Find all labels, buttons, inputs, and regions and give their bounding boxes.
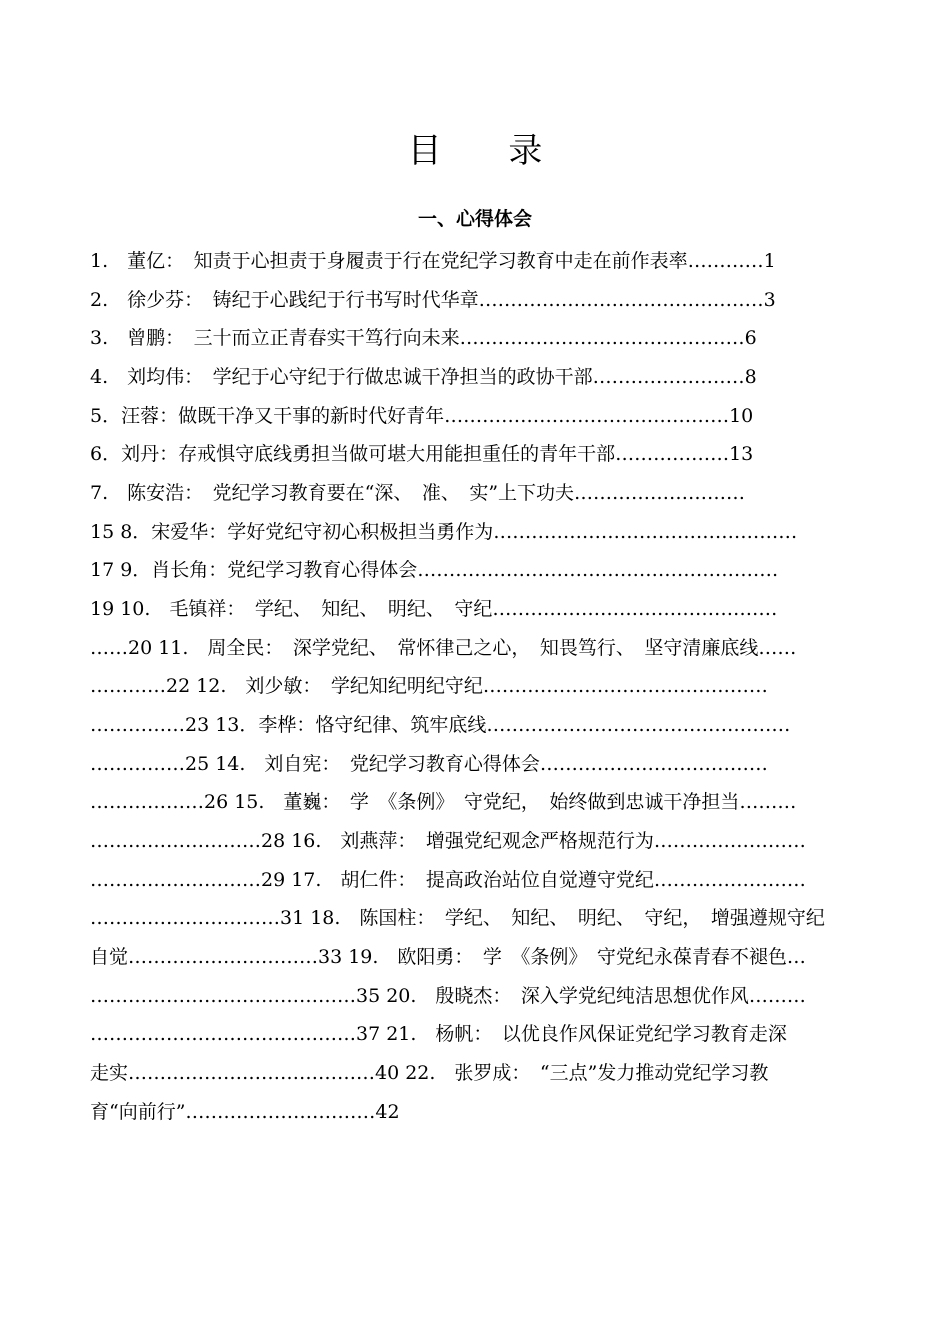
toc-line: 5．汪蓉：做既干净又干事的新时代好青年………………………………………10	[90, 405, 754, 427]
toc-line: 15 8．宋爱华：学好党纪守初心积极担当勇作为…………………………………………	[90, 521, 798, 543]
toc-line: 7. 陈安浩： 党纪学习教育要在“深、 准、 实”上下功夫………………………	[90, 482, 746, 504]
toc-line: 自觉…………………………33 19. 欧阳勇： 学 《条例》 守党纪永葆青春不褪色…	[90, 946, 806, 968]
toc-line: 2. 徐少芬： 铸纪于心践纪于行书写时代华章………………………………………3	[90, 289, 776, 311]
toc-line: ………………………28 16. 刘燕萍： 增强党纪观念严格规范行为……………………	[90, 830, 806, 852]
toc-line: 育“向前行”…………………………42	[90, 1101, 400, 1123]
toc-line: ……20 11. 周全民： 深学党纪、 常怀律己之心， 知畏笃行、 坚守清廉底线……	[90, 637, 797, 659]
toc-line: 1. 董亿： 知责于心担责于身履责于行在党纪学习教育中走在前作表率…………1	[90, 250, 776, 272]
toc-line: 6．刘丹：存戒惧守底线勇担当做可堪大用能担重任的青年干部………………13	[90, 443, 754, 465]
toc-line: 4. 刘均伟： 学纪于心守纪于行做忠诚干净担当的政协干部……………………8	[90, 366, 757, 388]
toc-line: 17 9．肖长角：党纪学习教育心得体会…………………………………………………	[90, 559, 779, 581]
page-title: 目 录	[407, 131, 571, 171]
toc-line: ……………25 14. 刘自宪： 党纪学习教育心得体会………………………………	[90, 753, 768, 775]
toc-line: ……………23 13．李桦：恪守纪律、筑牢底线…………………………………………	[90, 714, 791, 736]
toc-line: ……………………………………37 21. 杨帆： 以优良作风保证党纪学习教育走深	[90, 1023, 787, 1045]
toc-line: …………………………31 18. 陈国柱： 学纪、 知纪、 明纪、 守纪， 增强遵规守纪	[90, 907, 825, 929]
section-heading: 一、心得体会	[417, 208, 532, 230]
toc-line: 走实…………………………………40 22. 张罗成： “三点”发力推动党纪学习教	[90, 1062, 769, 1084]
toc-line: 3. 曾鹏： 三十而立正青春实干笃行向未来………………………………………6	[90, 327, 757, 349]
toc-line: ………………26 15. 董巍： 学 《条例》 守党纪， 始终做到忠诚干净担当………	[90, 791, 797, 813]
toc-line: 19 10. 毛镇祥： 学纪、 知纪、 明纪、 守纪………………………………………	[90, 598, 778, 620]
toc-line: ……………………………………35 20. 殷晓杰： 深入学党纪纯洁思想优作风………	[90, 985, 806, 1007]
toc-line: …………22 12. 刘少敏： 学纪知纪明纪守纪………………………………………	[90, 675, 768, 697]
toc-line: ………………………29 17. 胡仁件： 提高政治站位自觉遵守党纪……………………	[90, 869, 806, 891]
